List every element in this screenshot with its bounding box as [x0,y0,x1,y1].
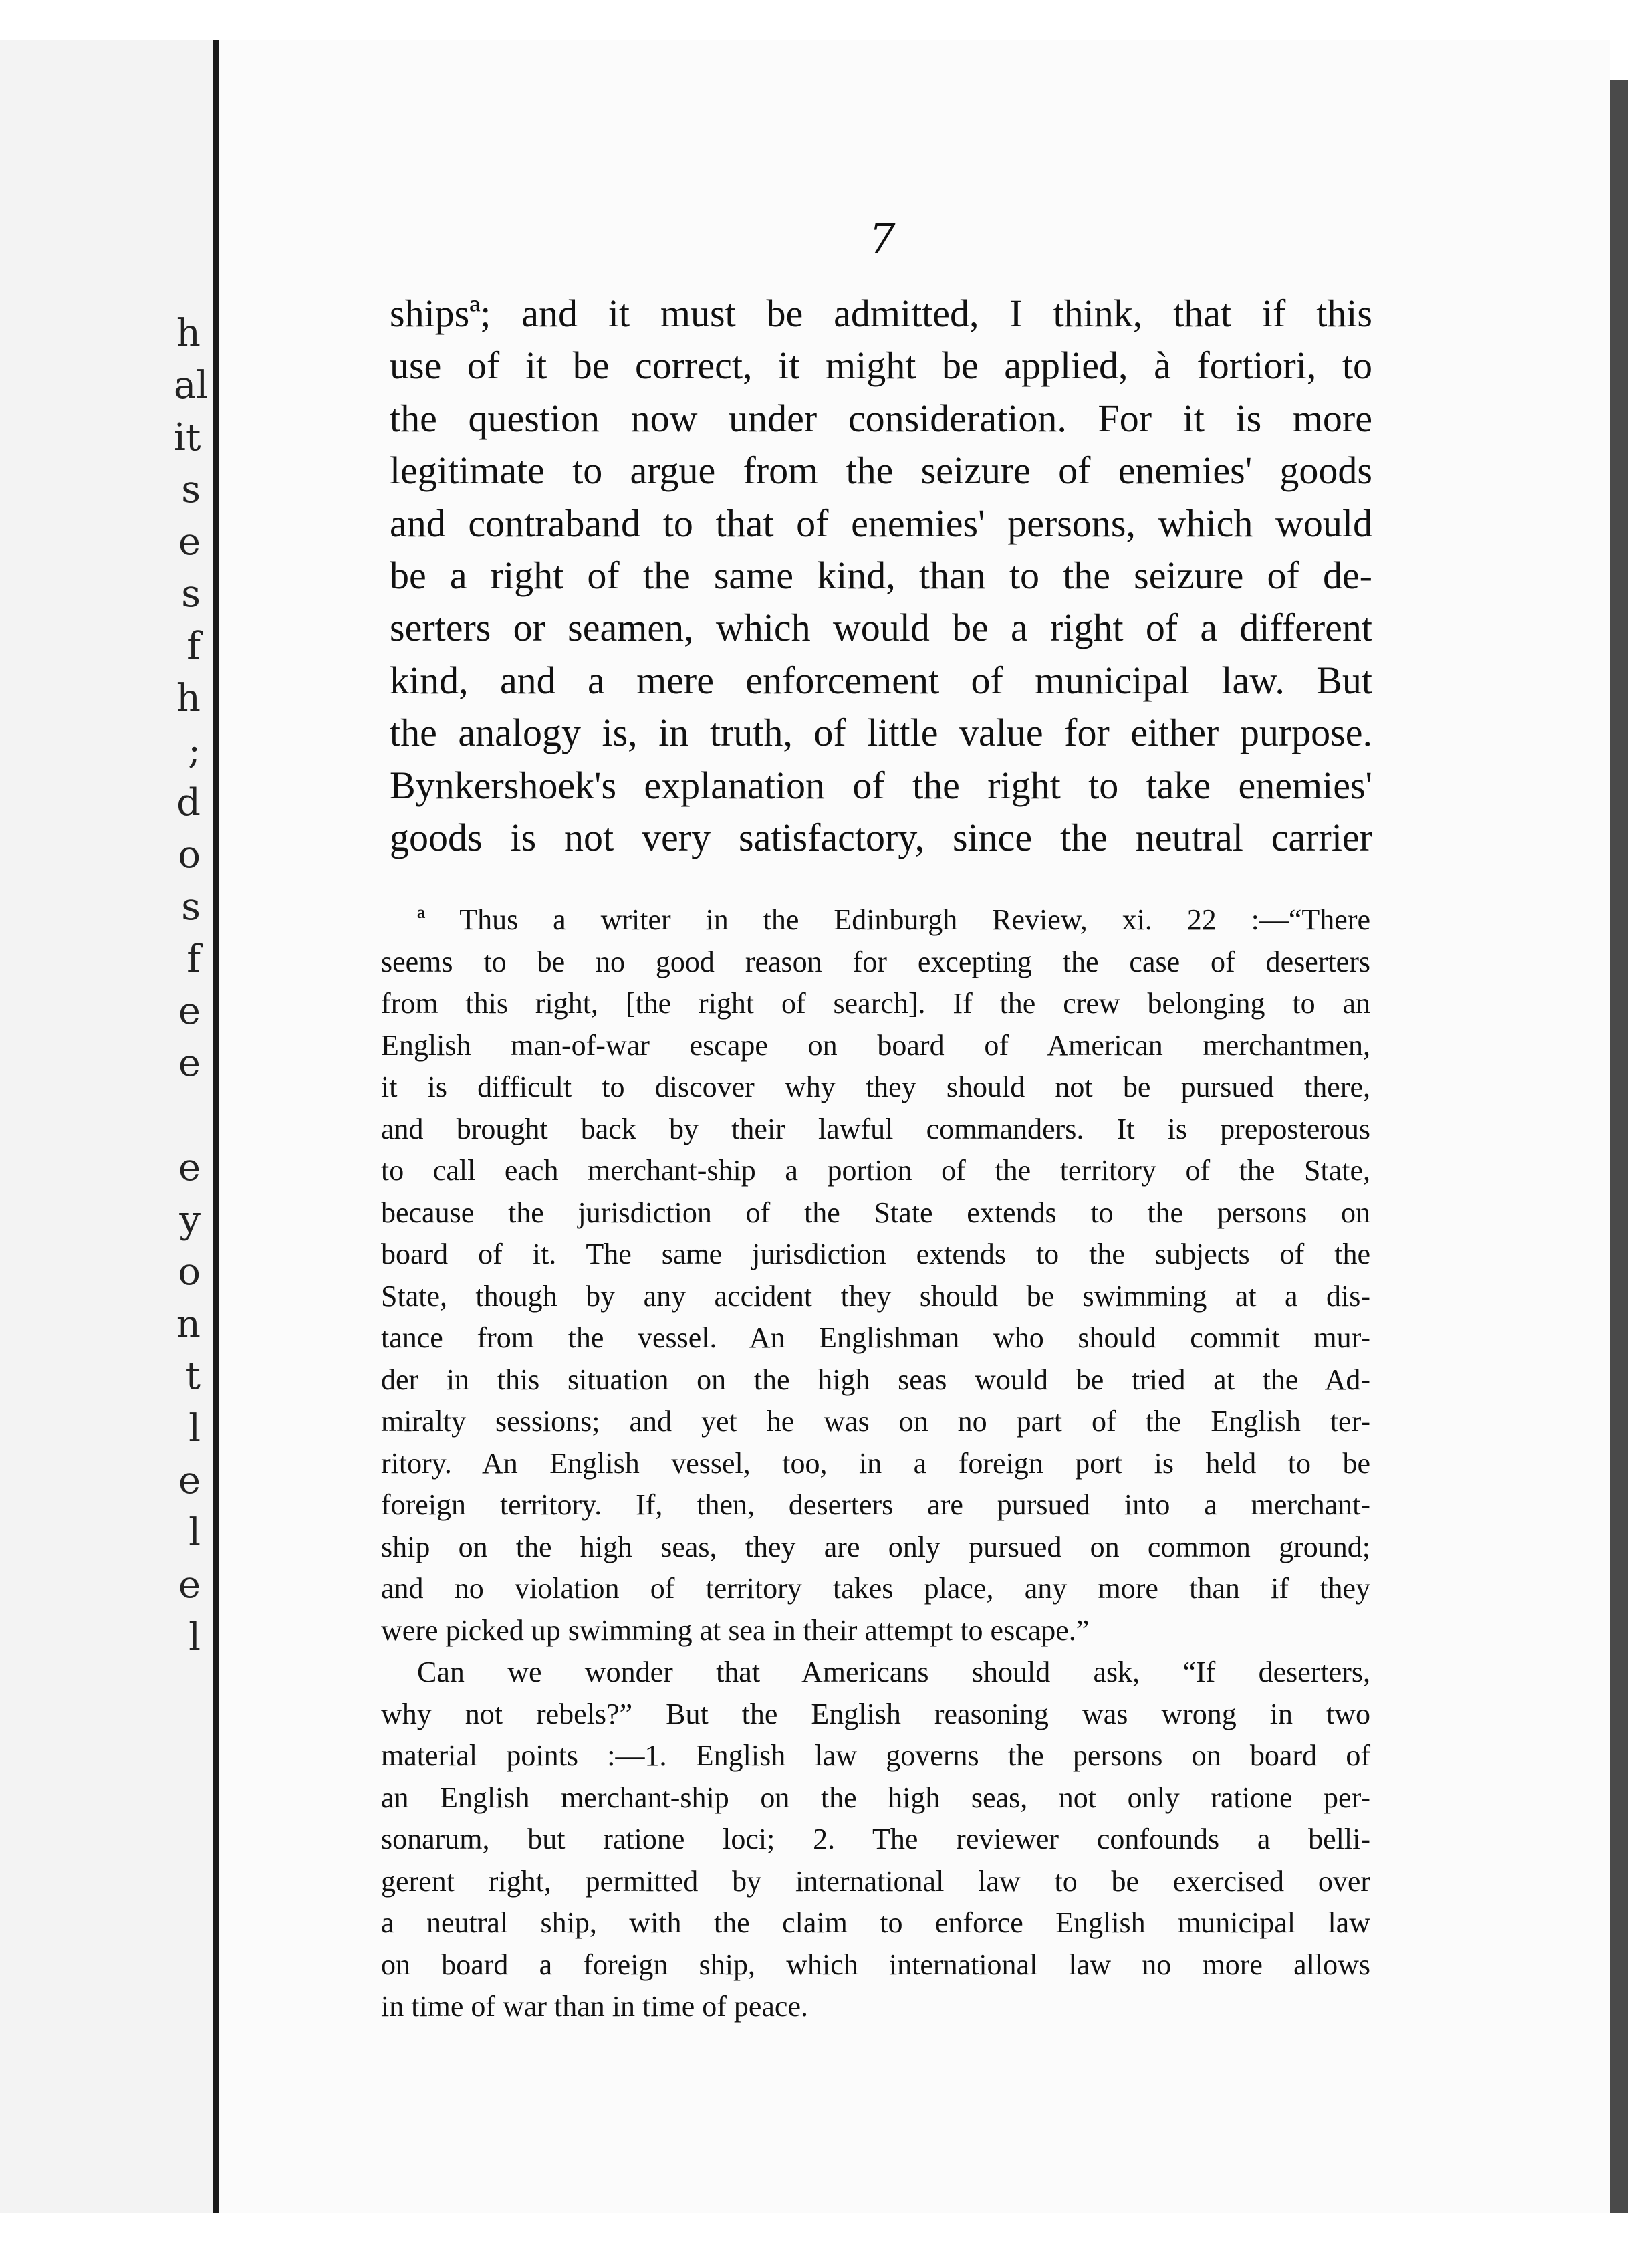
edge-char: o [178,1250,201,1294]
edge-char: l [189,1407,201,1450]
book-gutter [213,40,219,2213]
edge-char: e [178,1042,201,1085]
footnote-line: on board a foreign ship, which international law no more allows [381,1948,1370,1981]
footnote-line: were picked up swimming at sea in their attempt to escape.” [381,1613,1090,1647]
edge-char: f [186,937,201,981]
body-text [390,288,1372,864]
body-line: shipsª; and it must be admitted, I think, that if this [390,292,1372,335]
footnote-line: foreign territory. If, then, deserters are pursued into a merchant- [381,1488,1370,1521]
edge-char: l [189,1511,201,1555]
body-line: legitimate to argue from the seizure of enemies' goods [390,449,1372,493]
footnote-line: sonarum, but ratione loci; 2. The reviewer confounds a belli- [381,1823,1370,1855]
body-line: Bynkershoek's explanation of the right to take enemies' [390,763,1372,807]
edge-char: e [178,1563,201,1607]
footnote-line: because the jurisdiction of the State extends to the persons on [381,1196,1370,1229]
body-line: serters or seamen, which would be a right of a different [390,606,1372,650]
footnote-line: in time of war than in time of peace. [381,1990,808,2023]
edge-char: e [178,990,201,1033]
edge-char: d [176,781,201,824]
edge-char: s [181,468,201,512]
footnote-line: ª Thus a writer in the Edinburgh Review, xi. 22 :—“There [417,903,1370,936]
body-line: the analogy is, in truth, of little value for either purpose. [390,711,1372,755]
edge-char: e [178,1459,201,1502]
edge-char: al [174,364,209,407]
edge-char: o [178,833,201,877]
footnote-line: tance from the vessel. An Englishman who should commit mur- [381,1321,1370,1354]
footnote-line: ritory. An English vessel, too, in a foreign port is held to be [381,1446,1370,1480]
footnote-line: material points :—1. English law governs the persons on board of [381,1739,1370,1772]
footnote-line: a neutral ship, with the claim to enforce English municipal law [381,1906,1370,1939]
body-line: the question now under consideration. For it is more [390,396,1372,440]
left-facing-page [0,40,213,2213]
footnote-line: and brought back by their lawful commanders. It is preposterous [381,1112,1370,1145]
footnote-line: State, though by any accident they should be swimming at a dis- [381,1279,1370,1313]
footnote-line: English man-of-war escape on board of American merchantmen, [381,1028,1370,1062]
edge-char: e [178,520,201,564]
footnote-line: der in this situation on the high seas would be tried at the Ad- [381,1363,1370,1396]
edge-char: f [186,625,201,668]
edge-char: h [176,677,201,720]
footnote [381,899,1370,2028]
edge-char: e [178,1146,201,1189]
footnote-line: ship on the high seas, they are only pursued on common ground; [381,1530,1370,1563]
edge-char: ; [188,729,201,772]
edge-char: y [179,1198,201,1242]
footnote-line: from this right, [the right of search]. If the crew belonging to an [381,987,1370,1020]
left-page-edge-text [174,308,209,1664]
body-line: use of it be correct, it might be applied, à fortiori, to [390,344,1372,388]
edge-char [174,1090,201,1142]
body-line: kind, and a mere enforcement of municipal law. But [390,658,1372,702]
page-number: 7 [869,214,896,263]
footnote-line: to call each merchant-ship a portion of the territory of the State, [381,1154,1370,1187]
footnote-line: why not rebels?” But the English reasoning was wrong in two [381,1697,1370,1730]
body-line: be a right of the same kind, than to the seizure of de- [390,554,1372,598]
body-line: and contraband to that of enemies' persons, which would [390,501,1372,545]
edge-char: it [174,416,201,459]
footnote-line: Can we wonder that Americans should ask, “If deserters, [417,1656,1370,1688]
edge-char: n [176,1302,201,1346]
edge-char: s [181,572,201,616]
footnote-line: miralty sessions; and yet he was on no part of the English ter- [381,1405,1370,1438]
footnote-line: an English merchant-ship on the high seas, not only ratione per- [381,1781,1370,1814]
footnote-line: seems to be no good reason for excepting the case of deserters [381,945,1370,978]
page-edge-shadow [1610,80,1628,2213]
footnote-line: and no violation of territory takes place, any more than if they [381,1572,1370,1605]
edge-char: s [181,885,201,929]
edge-char: h [176,312,201,355]
footnote-line: board of it. The same jurisdiction extends to the subjects of the [381,1238,1370,1270]
body-line: goods is not very satisfactory, since the neutral carrier [390,816,1372,860]
edge-char: t [185,1355,201,1398]
footnote-line: gerent right, permitted by international law to be exercised over [381,1864,1370,1898]
edge-char: l [189,1615,201,1659]
footnote-line: it is difficult to discover why they should not be pursued there, [381,1070,1370,1103]
